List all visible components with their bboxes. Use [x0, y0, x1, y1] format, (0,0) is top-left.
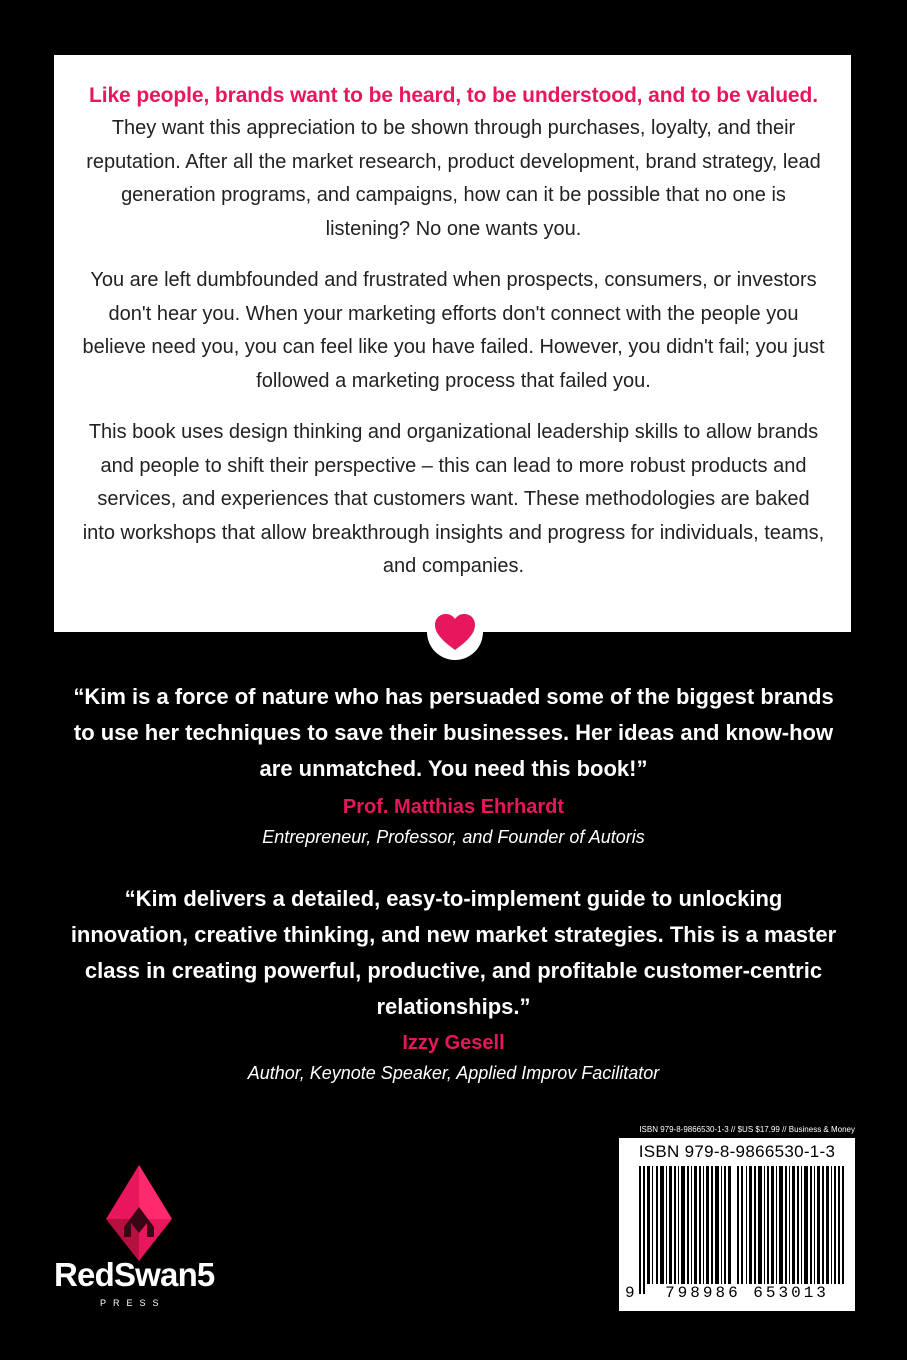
- blurb-paragraph-2: You are left dumbfounded and frustrated when prospects, consumers, or investors don't hear you. When your marketing efforts don't connect with the people you believe need you, you can feel like you have failed. However, you didn't fail; you just followed a marketing process that failed you.: [82, 269, 825, 392]
- red-swan-gem-icon: [100, 1165, 178, 1263]
- publisher-name: RedSwan5: [54, 1256, 215, 1293]
- blurb-paragraph-1: They want this appreciation to be shown through purchases, loyalty, and their reputation. After all the market research, product development, brand strategy, lead generation programs, and campaigns, how can it be possible that no one is listening? No one wants you.: [86, 117, 821, 240]
- blurb-lead-in: Like people, brands want to be heard, to be understood, and to be valued.: [89, 84, 818, 107]
- barcode-isbn-label: ISBN 979-8-9866530-1-3: [638, 1142, 836, 1161]
- heart-icon: [426, 603, 484, 661]
- barcode: [619, 1138, 855, 1311]
- isbn-price-line: ISBN 979-8-9866530-1-3 // $US $17.99 // Business & Money: [639, 1125, 855, 1134]
- barcode-bars: [639, 1166, 851, 1294]
- testimonial-name-2: Izzy Gesell: [402, 1032, 505, 1054]
- publisher-sub: PRESS: [100, 1298, 166, 1308]
- testimonial-quote-2: “Kim delivers a detailed, easy-to-implement guide to unlocking innovation, creative thinking, and new market strategies. This is a master class in creating powerful, productive, and profitable customer-centric relationships.”: [70, 886, 837, 1019]
- blurb-panel: [54, 55, 851, 632]
- testimonial-quote-1: “Kim is a force of nature who has persuaded some of the biggest brands to use her techniques to save their businesses. Her ideas and know-how are unmatched. You need this book!”: [73, 684, 834, 781]
- blurb-paragraph-3: This book uses design thinking and organizational leadership skills to allow brands and people to shift their perspective – this can lead to more robust products and services, and experiences that customers want. These methodologies are baked into workshops that allow breakthrough insights and progress for individuals, teams, and companies.: [82, 421, 825, 577]
- testimonial-role-2: Author, Keynote Speaker, Applied Improv Facilitator: [247, 1063, 660, 1083]
- barcode-first-digit: 9: [625, 1284, 637, 1302]
- blurb-text: [80, 79, 827, 584]
- testimonial-role-1: Entrepreneur, Professor, and Founder of Autoris: [262, 827, 645, 847]
- testimonial-name-1: Prof. Matthias Ehrhardt: [342, 796, 565, 818]
- barcode-digit-groups: 798986 653013: [647, 1284, 847, 1302]
